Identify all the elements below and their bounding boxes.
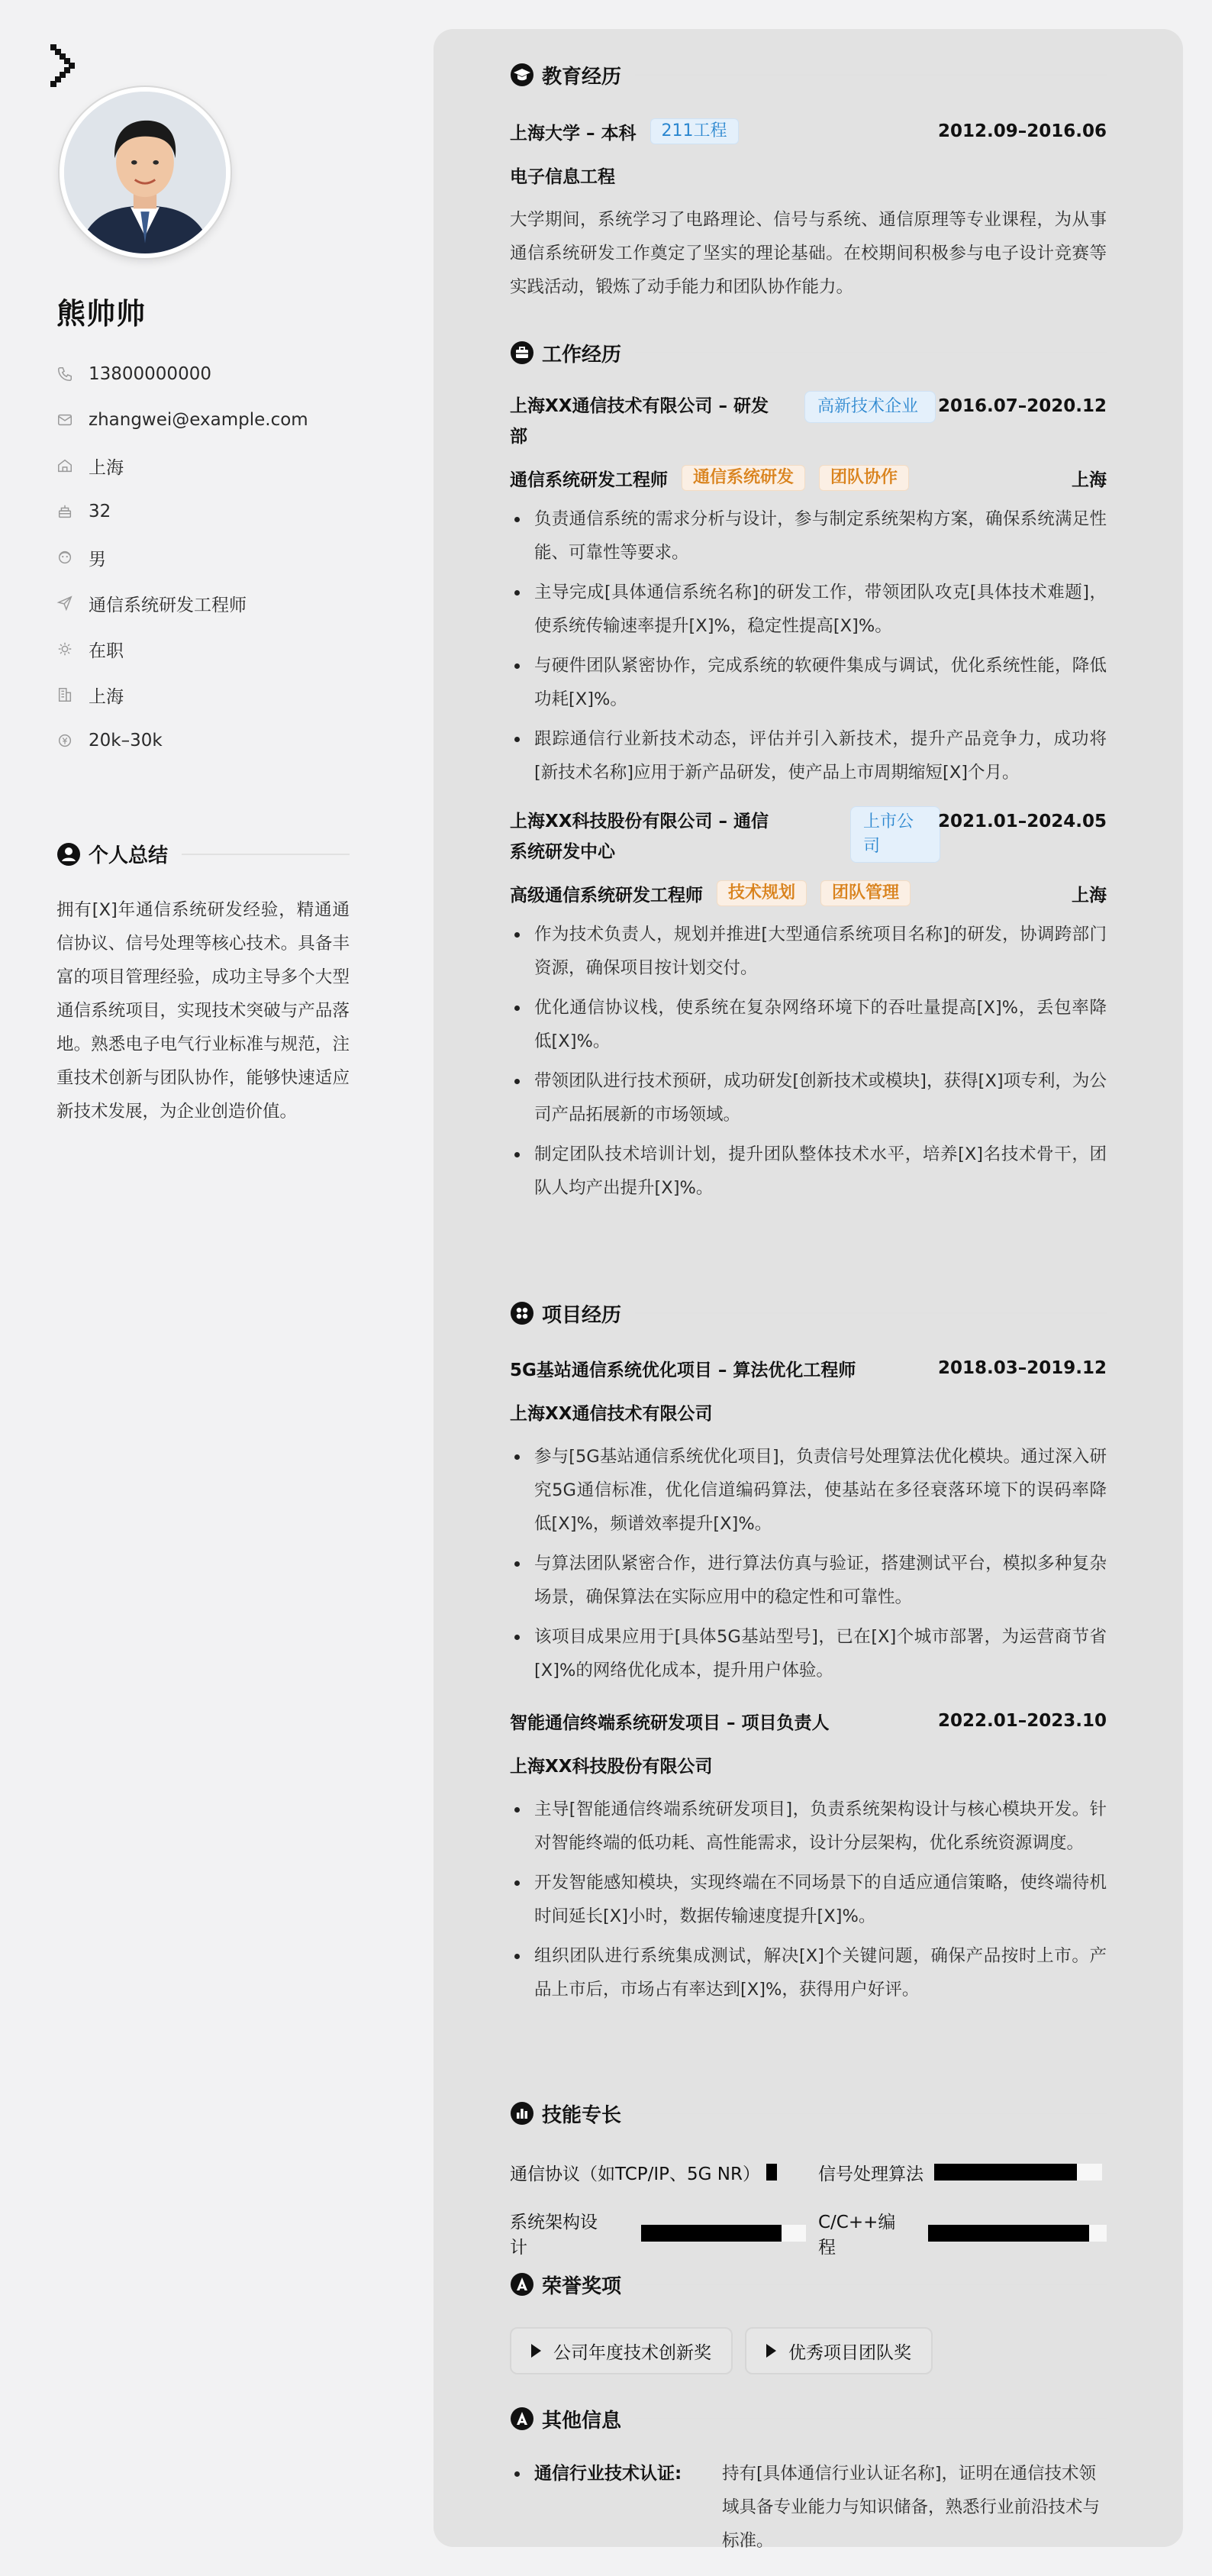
list-item: 该项目成果应用于[具体5G基站型号]，已在[X]个城市部署，为运营商节省[X]%的网络优化成本，提升用户体验。 <box>510 1620 1107 1687</box>
awards-section-header <box>510 2268 1107 2301</box>
play-icon <box>531 2344 541 2358</box>
project-1-header <box>510 1353 1107 1383</box>
bar-chart-icon <box>510 2101 534 2126</box>
list-item: 制定团队技术培训计划，提升团队整体技术水平，培养[X]名技术骨干，团队人均产出提升[X]%。 <box>510 1138 1107 1205</box>
skill-item <box>510 2213 806 2258</box>
job-2-position: 高级通信系统研发工程师 <box>510 885 703 905</box>
other-title: 其他信息 <box>542 2409 622 2432</box>
job-2-header <box>510 806 1107 867</box>
school-name: 上海大学 – 本科 <box>510 123 637 144</box>
work-section <box>510 336 1107 1211</box>
list-item: 跟踪通信行业新技术动态，评估并引入新技术，提升产品竞争力，成功将[新技术名称]应用于新产品研发，使产品上市周期缩短[X]个月。 <box>510 722 1107 789</box>
info-job-text: 通信系统研发工程师 <box>89 595 247 615</box>
skill-fill <box>934 2164 1077 2181</box>
divider <box>182 854 350 855</box>
skills-title: 技能专长 <box>542 2103 622 2127</box>
job-2-tag-1: 技术规划 <box>717 880 807 906</box>
skills-section <box>510 2097 1107 2275</box>
chevron-right-icon[interactable] <box>50 44 78 90</box>
education-title: 教育经历 <box>542 65 622 89</box>
work-section-header <box>510 336 1107 370</box>
briefcase-icon <box>510 341 534 365</box>
education-section <box>510 58 1107 304</box>
job-2-bullets <box>510 918 1107 1205</box>
skill-bar <box>766 2164 777 2181</box>
project-1-bullets <box>510 1440 1107 1687</box>
education-section-header <box>510 58 1107 92</box>
play-icon <box>766 2344 776 2358</box>
main-panel <box>434 29 1183 2551</box>
award-icon <box>510 2407 534 2431</box>
work-title: 工作经历 <box>542 343 622 366</box>
info-email-text: zhangwei@example.com <box>89 410 308 430</box>
skill-item <box>818 2153 1107 2191</box>
age-icon <box>56 503 73 520</box>
info-age-text: 32 <box>89 502 111 521</box>
info-gender-text: 男 <box>89 549 106 570</box>
summary-section-header <box>56 840 350 868</box>
summary-text: 拥有[X]年通信系统研发经验，精通通信协议、信号处理等核心技术。具备丰富的项目管理经验，成功主导多个大型通信系统项目，实现技术突破与产品落地。熟悉电子电气行业标准与规范，注重技术创新与团队协作，能够快速适应新技术发展，为企业创造价值。 <box>56 900 350 1122</box>
job-1-header <box>510 391 1107 452</box>
info-age <box>56 489 392 534</box>
building-icon <box>56 686 73 703</box>
info-status <box>56 626 392 672</box>
divider <box>635 2284 1107 2285</box>
list-item: 负责通信系统的需求分析与设计，参与制定系统架构方案，确保系统满足性能、可靠性等要求。 <box>510 502 1107 570</box>
list-item: 主导完成[具体通信系统名称]的研发工作，带领团队攻克[具体技术难题]，使系统传输速率提升[X]%，稳定性提高[X]%。 <box>510 576 1107 643</box>
profile-name: 熊帅帅 <box>56 297 147 331</box>
skill-row-2 <box>510 2214 1107 2275</box>
send-icon <box>56 595 73 612</box>
education-date: 2012.09–2016.06 <box>937 121 1107 141</box>
skill-name: 通信协议（如TCP/IP、5G NR） <box>510 2164 760 2184</box>
list-item: 参与[5G基站通信系统优化项目]，负责信号处理算法优化模块。通过深入研究5G通信标准，优化信道编码算法，使基站在多径衰落环境下的误码率降低[X]%，频谱效率提升[X]%。 <box>510 1440 1107 1541</box>
project-2-bullets <box>510 1793 1107 2006</box>
list-item: 作为技术负责人，规划并推进[大型通信系统项目名称]的研发，协调跨部门资源，确保项目按计划交付。 <box>510 918 1107 985</box>
list-item: 组织团队进行系统集成测试，解决[X]个关键问题，确保产品按时上市。产品上市后，市场占有率达到[X]%，获得用户好评。 <box>510 1939 1107 2006</box>
education-desc: 大学期间，系统学习了电路理论、信号与系统、通信原理等专业课程，为从事通信系统研发工作奠定了坚实的理论基础。在校期间积极参与电子设计竞赛等实践活动，锻炼了动手能力和团队协作能力。 <box>510 210 1107 297</box>
info-location <box>56 443 392 489</box>
info-status-text: 在职 <box>89 641 124 661</box>
project-1-name: 5G基站通信系统优化项目 – 算法优化工程师 <box>510 1360 856 1380</box>
awards-list <box>510 2327 1107 2374</box>
job-2-city: 上海 <box>1072 885 1107 905</box>
award-item[interactable] <box>745 2327 933 2374</box>
info-salary <box>56 718 392 763</box>
info-gender <box>56 534 392 580</box>
list-item: 主导[智能通信终端系统研发项目]，负责系统架构设计与核心模块开发。针对智能终端的低功耗、高性能需求，设计分层架构，优化系统资源调度。 <box>510 1793 1107 1860</box>
user-icon <box>56 842 81 867</box>
summary-title: 个人总结 <box>89 844 169 867</box>
awards-section <box>510 2268 1107 2374</box>
info-location-text: 上海 <box>89 457 124 478</box>
award-item[interactable] <box>510 2327 733 2374</box>
project-1-date: 2018.03–2019.12 <box>937 1358 1107 1378</box>
gender-icon <box>56 549 73 566</box>
job-1-position: 通信系统研发工程师 <box>510 470 668 490</box>
other-text: 持有[具体通信行业认证名称]，证明在通信技术领域具备专业能力与知识储备，熟悉行业前沿技术与标准。 <box>722 2464 1101 2551</box>
award-icon <box>510 2272 534 2297</box>
divider <box>635 2113 1107 2114</box>
contact-info-list <box>56 351 392 763</box>
skill-bar <box>928 2225 1107 2242</box>
divider <box>635 352 1107 353</box>
skill-item <box>510 2153 806 2191</box>
job-2-date: 2021.01–2024.05 <box>937 812 1107 831</box>
projects-section-header <box>510 1296 1107 1330</box>
award-label: 优秀项目团队奖 <box>788 2342 911 2363</box>
avatar <box>60 87 230 258</box>
project-2-header <box>510 1706 1107 1736</box>
list-item: 开发智能感知模块，实现终端在不同场景下的自适应通信策略，使终端待机时间延长[X]小时，数据传输速度提升[X]%。 <box>510 1866 1107 1933</box>
list-item: 与算法团队紧密合作，进行算法仿真与验证，搭建测试平台，模拟多种复杂场景，确保算法在实际应用中的稳定性和可靠性。 <box>510 1547 1107 1614</box>
info-salary-text: 20k–30k <box>89 731 163 751</box>
skill-name: C/C++编程 <box>818 2213 896 2258</box>
skill-fill <box>766 2164 777 2181</box>
job-1-city: 上海 <box>1072 470 1107 490</box>
graduation-cap-icon <box>510 63 534 87</box>
sidebar <box>0 0 427 2576</box>
info-phone <box>56 351 392 397</box>
info-city <box>56 672 392 718</box>
job-1-position-row <box>510 463 1107 493</box>
home-icon <box>56 457 73 474</box>
skill-row-1 <box>510 2153 1107 2214</box>
info-email <box>56 397 392 443</box>
skill-bar <box>641 2225 806 2242</box>
projects-title: 项目经历 <box>542 1303 622 1327</box>
skills-section-header <box>510 2097 1107 2130</box>
divider <box>635 2418 1107 2419</box>
info-job <box>56 580 392 626</box>
skill-bar <box>934 2164 1102 2181</box>
job-1-tag-2: 团队协作 <box>819 465 909 491</box>
skill-item <box>818 2213 1107 2258</box>
projects-section <box>510 1296 1107 2013</box>
project-1-company: 上海XX通信技术有限公司 <box>510 1404 713 1424</box>
job-1-date: 2016.07–2020.12 <box>937 396 1107 416</box>
job-2-position-row <box>510 878 1107 909</box>
job-2-company-tag: 上市公司 <box>850 806 940 863</box>
project-2-name: 智能通信终端系统研发项目 – 项目负责人 <box>510 1712 830 1733</box>
grid-icon <box>510 1301 534 1325</box>
job-1-company: 上海XX通信技术有限公司 – 研发部 <box>510 396 769 447</box>
list-item: 优化通信协议栈，使系统在复杂网络环境下的吞吐量提高[X]%，丢包率降低[X]%。 <box>510 991 1107 1058</box>
job-1-company-tag: 高新技术企业 <box>804 391 936 423</box>
divider <box>635 1312 1107 1314</box>
list-item: 与硬件团队紧密协作，完成系统的软硬件集成与调试，优化系统性能，降低功耗[X]%。 <box>510 649 1107 716</box>
school-tag: 211工程 <box>650 118 739 144</box>
skill-name: 信号处理算法 <box>818 2164 924 2184</box>
education-header-row <box>510 116 1107 147</box>
other-label: 通信行业技术认证: <box>534 2464 682 2484</box>
salary-icon <box>56 732 73 749</box>
project-2-date: 2022.01–2023.10 <box>937 1711 1107 1731</box>
skill-fill <box>641 2225 782 2242</box>
info-city-text: 上海 <box>89 686 124 707</box>
info-phone-text: 13800000000 <box>89 364 211 384</box>
award-label: 公司年度技术创新奖 <box>553 2342 711 2363</box>
list-item: 带领团队进行技术预研，成功研发[创新技术或模块]，获得[X]项专利，为公司产品拓展新的市场领域。 <box>510 1064 1107 1131</box>
job-1-tag-1: 通信系统研发 <box>682 465 805 491</box>
divider <box>635 74 1107 76</box>
skill-name: 系统架构设计 <box>510 2213 598 2258</box>
phone-icon <box>56 366 73 383</box>
job-2-tag-2: 团队管理 <box>820 880 911 906</box>
status-icon <box>56 641 73 657</box>
other-section <box>510 2402 1107 2558</box>
skill-fill <box>928 2225 1089 2242</box>
other-item <box>510 2457 1107 2558</box>
project-2-company: 上海XX科技股份有限公司 <box>510 1757 713 1777</box>
job-1-bullets <box>510 502 1107 789</box>
other-section-header <box>510 2402 1107 2436</box>
major-name: 电子信息工程 <box>510 167 615 187</box>
awards-title: 荣誉奖项 <box>542 2274 622 2298</box>
mail-icon <box>56 412 73 428</box>
job-2-company: 上海XX科技股份有限公司 – 通信系统研发中心 <box>510 812 769 862</box>
